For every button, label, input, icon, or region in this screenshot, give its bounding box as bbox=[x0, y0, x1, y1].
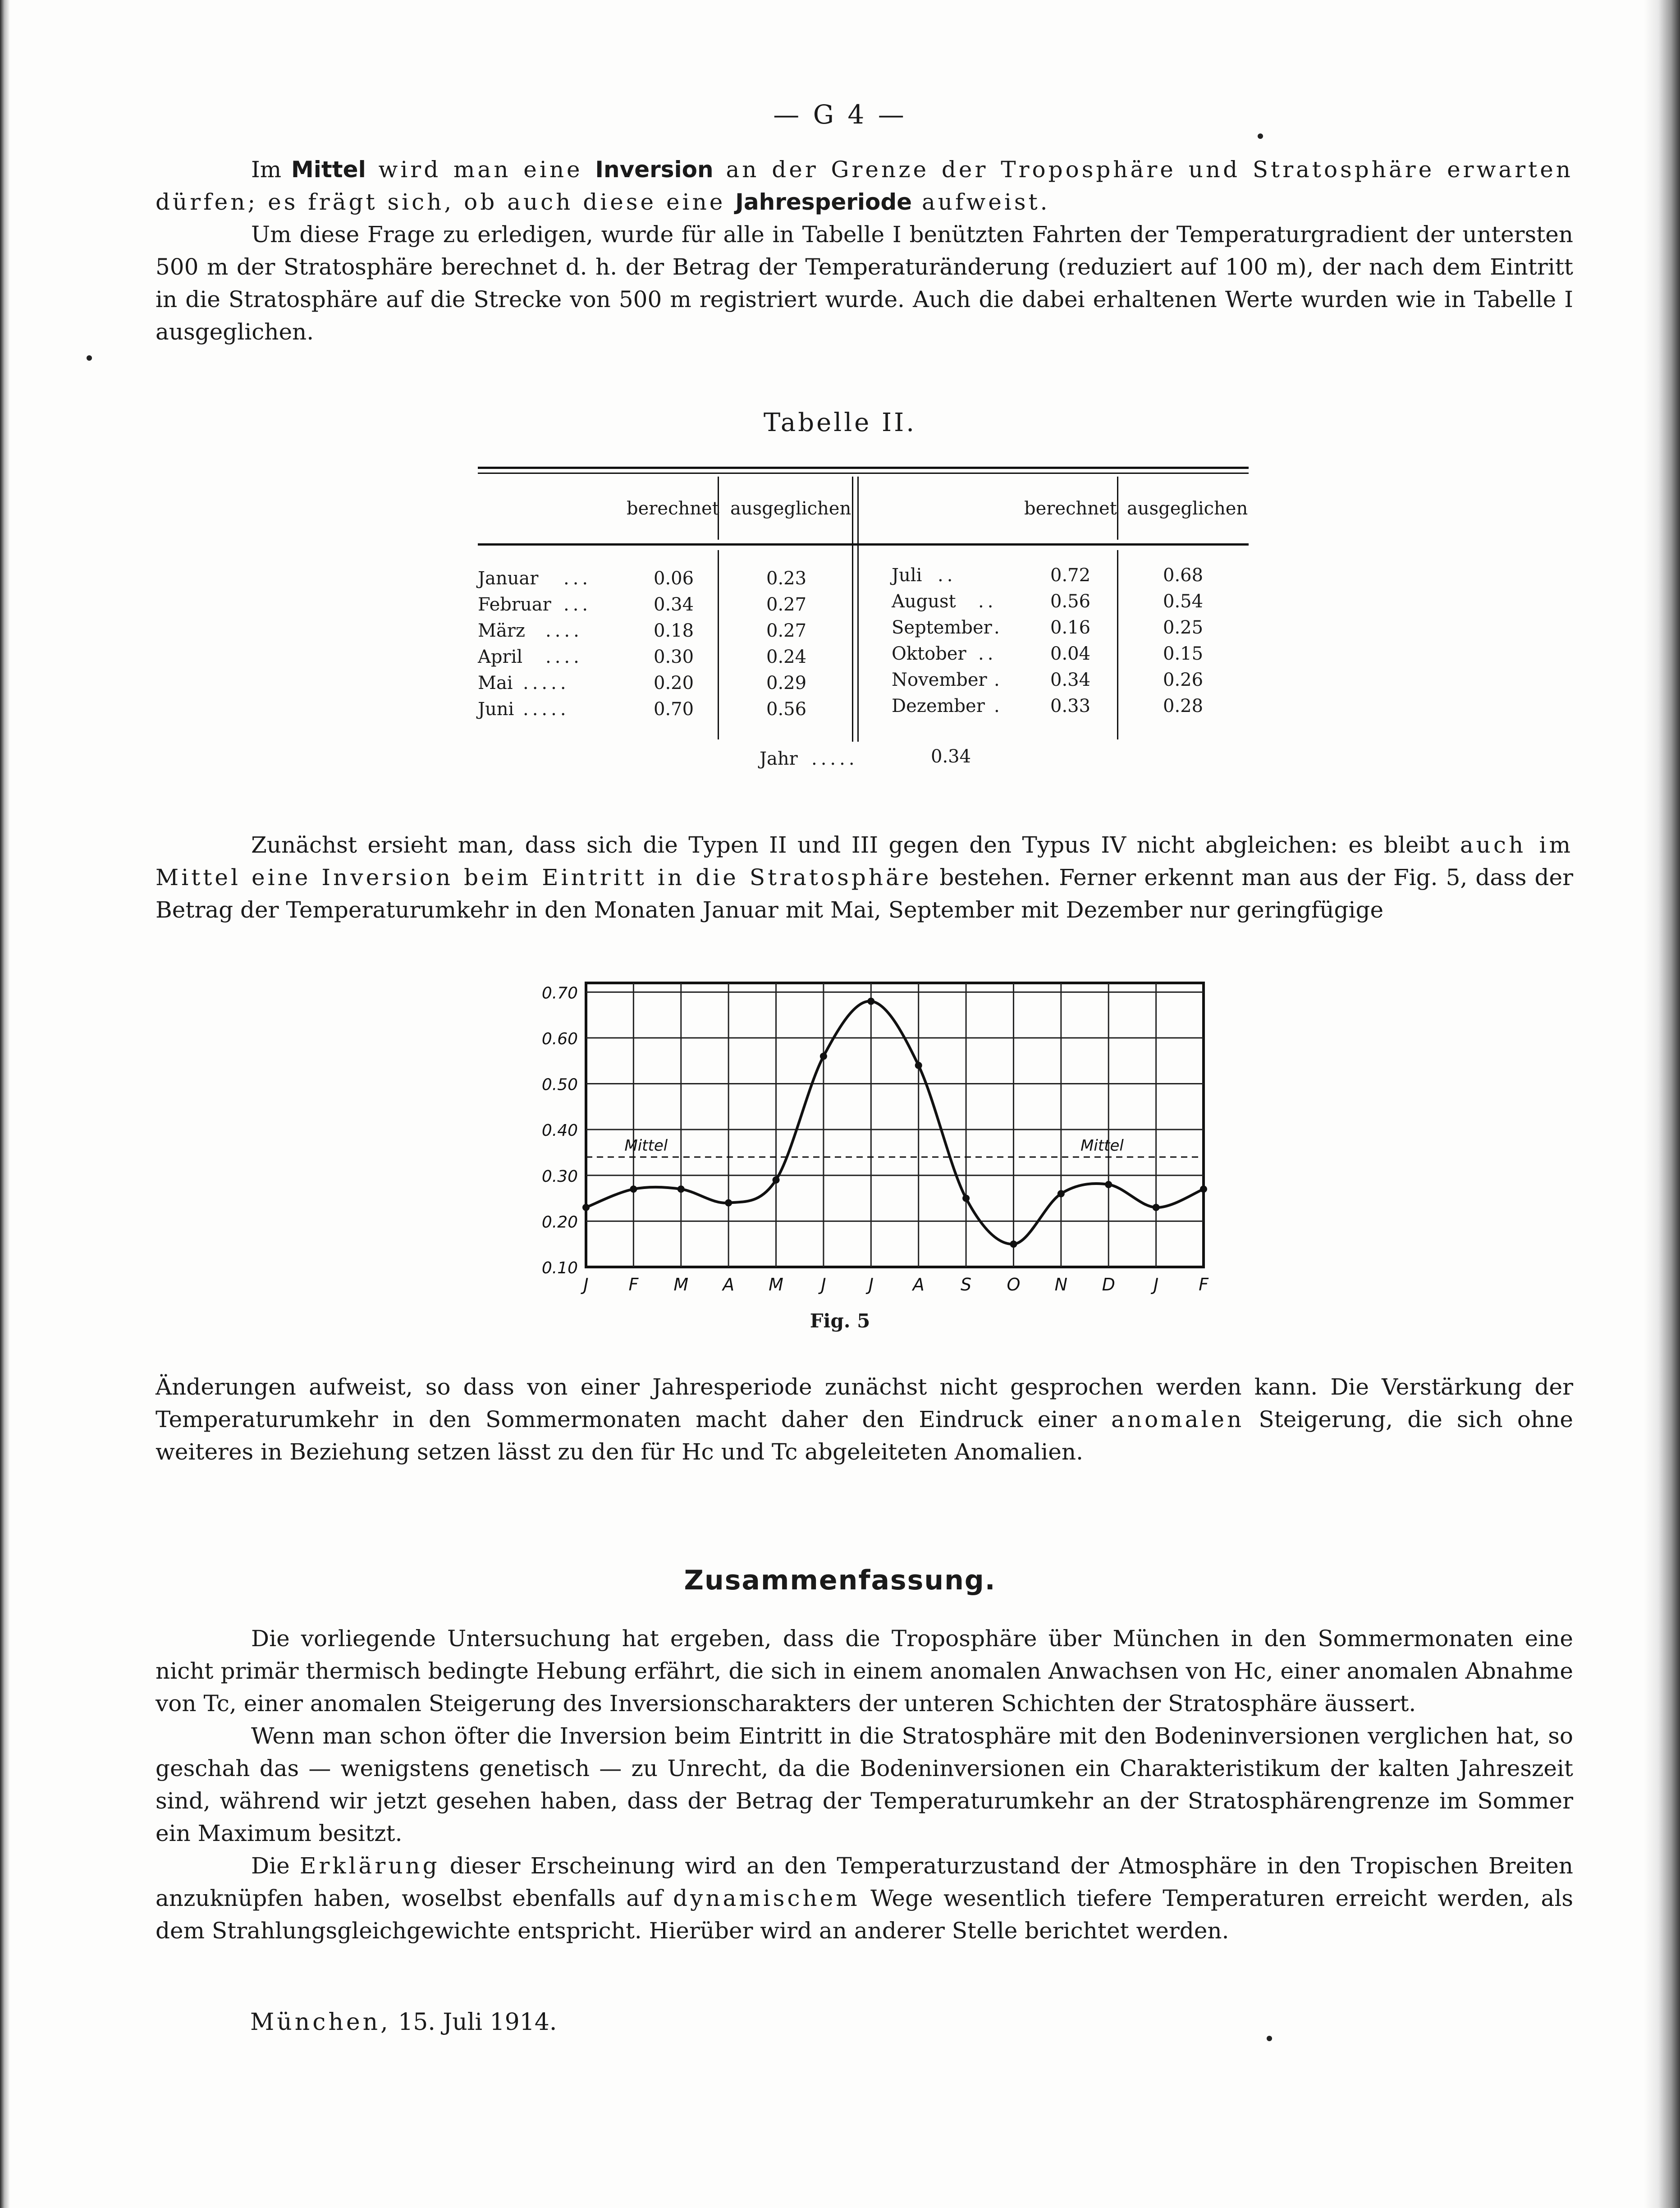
intro-text bbox=[156, 153, 1573, 348]
signoff-date: 15. Juli 1914. bbox=[390, 2009, 557, 2036]
data-point bbox=[1010, 1240, 1017, 1248]
page-edge-left bbox=[0, 0, 10, 2208]
line-chart bbox=[514, 969, 1235, 1321]
data-point bbox=[1057, 1190, 1065, 1197]
y-tick-label: 0.20 bbox=[541, 1213, 578, 1232]
x-tick-label: S bbox=[961, 1275, 972, 1295]
data-point bbox=[962, 1195, 970, 1202]
x-tick-label: J bbox=[821, 1275, 826, 1295]
middle-text bbox=[156, 829, 1573, 926]
summary-paragraph-3: Die Erklärung dieser Erscheinung wird an den Temperaturzustand der Atmosphäre in den Tropischen Breiten anzuknüpfen haben, woselbst ebenfalls auf dynamischem Wege wesentlich tiefere Temperaturen erreicht werden, als dem Strahlungsgleichgewichte entspricht. Hierüber wird an anderer Stelle berichtet werden. bbox=[156, 1853, 1574, 1944]
data-point bbox=[1153, 1204, 1160, 1211]
jahr-label: Jahr bbox=[760, 748, 798, 769]
y-tick-label: 0.60 bbox=[541, 1029, 578, 1048]
x-tick-label: A bbox=[912, 1275, 925, 1295]
x-tick-label: M bbox=[769, 1275, 783, 1295]
figure-5 bbox=[514, 969, 1235, 1321]
data-point bbox=[820, 1053, 827, 1060]
signoff bbox=[250, 2009, 557, 2036]
x-tick-label: J bbox=[1154, 1275, 1159, 1295]
speck bbox=[1258, 133, 1263, 139]
y-tick-label: 0.50 bbox=[541, 1075, 578, 1094]
y-tick-label: 0.10 bbox=[541, 1259, 578, 1277]
data-point bbox=[867, 998, 874, 1005]
x-tick-label: F bbox=[1199, 1275, 1209, 1295]
section-title: Zusammenfassung. bbox=[684, 1565, 996, 1596]
data-point bbox=[1105, 1181, 1112, 1188]
page-edge-right bbox=[1644, 0, 1680, 2208]
data-point bbox=[582, 1204, 590, 1211]
table-ii: berechnet ausgeglichen berechnet ausgeglichen Januar ... 0.06 0.23 Februar ... 0.34 0.27 März .... 0.18 0.27 April .... 0.30 0.24 Mai ..... 0.20 0.29 Juni ..... 0.70 0.56 Juli .. 0.72 0.68 August .. 0.56 0.54 September . 0.16 0.25 Oktober .. 0.04 0.15 November . 0.34 0.26 Dezember . 0.33 0.28 Jahr ..... 0.34 bbox=[478, 467, 1249, 746]
data-point bbox=[725, 1199, 732, 1207]
x-tick-label: J bbox=[868, 1275, 874, 1295]
x-tick-label: J bbox=[583, 1275, 589, 1295]
header-berechnet-right: berechnet bbox=[1024, 498, 1117, 519]
signoff-place: München, bbox=[250, 2009, 391, 2036]
data-point bbox=[1200, 1185, 1207, 1193]
figure-caption: Fig. 5 bbox=[810, 1310, 870, 1332]
data-point bbox=[773, 1176, 780, 1184]
table-title: Tabelle II. bbox=[763, 408, 917, 437]
intro-paragraph-1: Im Mittel wird man eine Inversion an der Grenze der Troposphäre und Stratosphäre erwarten dürfen; es frägt sich, ob auch diese eine Jahresperiode aufweist. bbox=[156, 156, 1573, 215]
y-tick-label: 0.40 bbox=[541, 1121, 578, 1140]
middle-paragraph: Zunächst ersieht man, dass sich die Typen II und III gegen den Typus IV nicht abgleichen: es bleibt auch im Mittel eine Inversion beim Eintritt in die Stratosphäre bestehen. Ferner erkennt man aus der Fig. 5, dass der Betrag der Temperaturumkehr in den Monaten Januar mit Mai, September mit Dezember nur geringfügige bbox=[156, 832, 1574, 923]
jahr-value: 0.34 bbox=[931, 746, 971, 767]
intro-paragraph-2: Um diese Frage zu erledigen, wurde für alle in Tabelle I benützten Fahrten der Temperaturgradient der untersten 500 m der Stratosphäre berechnet d. h. der Betrag der Temperaturänderung (reduziert auf 100 m), der nach dem Eintritt in die Stratosphäre auf die Strecke von 500 m registriert wurde. Auch die dabei erhaltenen Werte wurden wie in Tabelle I ausgeglichen. bbox=[156, 221, 1573, 345]
y-tick-label: 0.30 bbox=[541, 1167, 578, 1186]
page-number: — G 4 — bbox=[773, 99, 907, 130]
plot-frame bbox=[586, 983, 1204, 1267]
x-tick-label: F bbox=[628, 1275, 639, 1295]
after-figure-paragraph: Änderungen aufweist, so dass von einer Jahresperiode zunächst nicht gesprochen werden kann. Die Verstärkung der Temperaturumkehr in den Sommermonaten macht daher den Eindruck einer anomalen Steigerung, die sich ohne weiteres in Beziehung setzen lässt zu den für Hc und Tc abgeleiteten Anomalien. bbox=[156, 1374, 1574, 1465]
summary-paragraph-2: Wenn man schon öfter die Inversion beim Eintritt in die Stratosphäre mit den Bodeninversionen verglichen hat, so geschah das — wenigstens genetisch — zu Unrecht, da die Bodeninversionen ein Charakteristikum der kalten Jahreszeit sind, während wir jetzt gesehen haben, dass der Betrag der Temperaturumkehr an der Stratosphärengrenze im Sommer ein Maximum besitzt. bbox=[156, 1723, 1573, 1846]
x-tick-label: D bbox=[1102, 1275, 1115, 1295]
header-ausgeglichen-right: ausgeglichen bbox=[1127, 498, 1248, 519]
mean-label: Mittel bbox=[624, 1137, 668, 1155]
summary-text bbox=[156, 1622, 1573, 1947]
x-tick-label: O bbox=[1007, 1275, 1021, 1295]
speck bbox=[87, 355, 92, 361]
after-figure-text bbox=[156, 1371, 1573, 1468]
header-berechnet-left: berechnet bbox=[627, 498, 719, 519]
y-tick-label: 0.70 bbox=[541, 984, 578, 1003]
mean-label: Mittel bbox=[1080, 1137, 1124, 1155]
summary-paragraph-1: Die vorliegende Untersuchung hat ergeben, dass die Troposphäre über München in den Sommermonaten eine nicht primär thermisch bedingte Hebung erfährt, die sich in einem anomalen Anwachsen von Hc, einer anomalen Abnahme von Tc, einer anomalen Steigerung des Inversionscharakters der unteren Schichten der Stratosphäre äussert. bbox=[156, 1625, 1573, 1717]
data-point bbox=[677, 1185, 685, 1193]
x-tick-label: N bbox=[1054, 1275, 1068, 1295]
jahr-leader: ..... bbox=[811, 748, 858, 769]
header-ausgeglichen-left: ausgeglichen bbox=[730, 498, 851, 519]
x-tick-label: M bbox=[673, 1275, 689, 1295]
data-point bbox=[630, 1185, 637, 1193]
speck bbox=[1267, 2036, 1272, 2041]
x-tick-label: A bbox=[723, 1275, 735, 1295]
data-point bbox=[915, 1062, 922, 1069]
